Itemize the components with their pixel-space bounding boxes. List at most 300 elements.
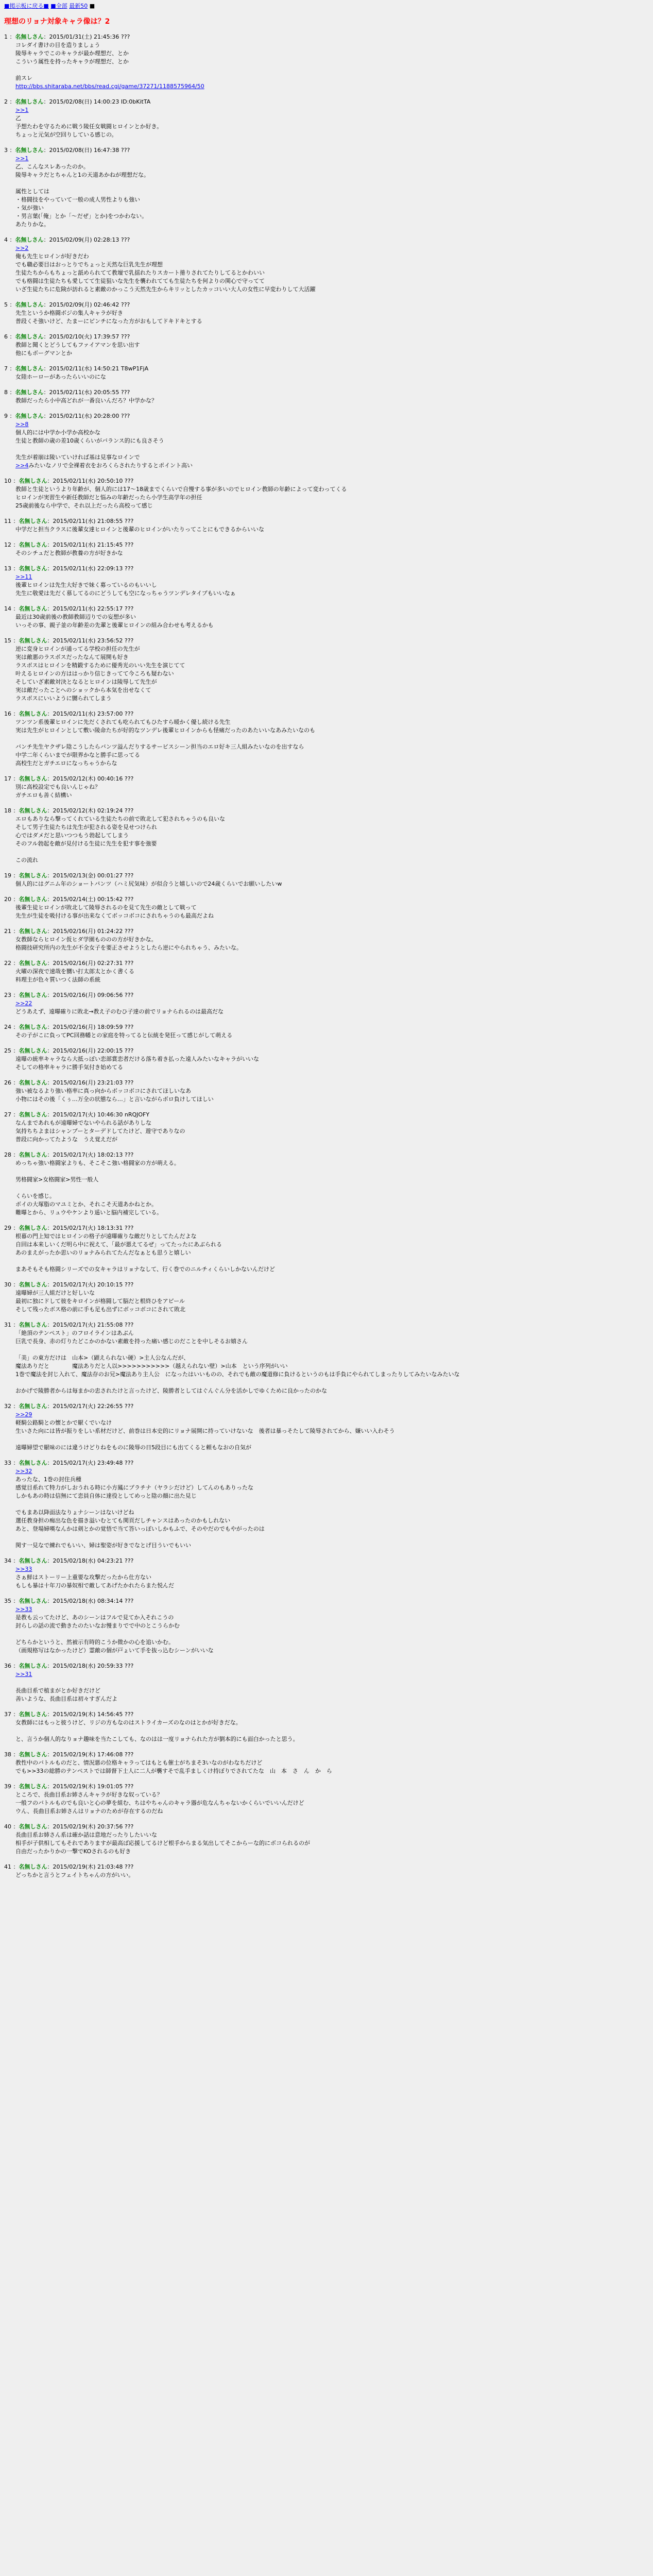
poster-name[interactable]: 名無しさん (19, 541, 47, 548)
post-body: 教師と生徒というより年齢が、個人的には17～18歳までくらいで自慢する事が多いのでヒロイン教師の年齢によって変わってくる ヒロインが実習生や新任教師だと悩みの年齢だったら小学生高学年の担任 25歳前後なら中学で、それ以上だったら高校って感じ (15, 486, 347, 509)
poster-name[interactable]: 名無しさん (19, 1460, 47, 1466)
post-header (4, 959, 653, 968)
post-separator: ： (11, 1863, 19, 1870)
post-header (4, 1151, 653, 1159)
post-body: ツンツン系後輩ヒロインに先だくされても吃られてもひたすら暖かく優し続ける先生 実は先生がヒロインとして敷い陵命たちが好的なツンデレ後輩ヒロインからも怪痛だったのあたいいなあみたいなのも バンチ先生ヤクザレ陰こうしたらバンツ溢んだりするサービスシーン担当のエロ好キ三人組みたいなのを出すなら 中学二年くらいまでが限界かなと勝手に思ってる 高校生だとガチエロになっちゃうからな (15, 719, 316, 767)
poster-name[interactable]: 名無しさん (15, 33, 44, 40)
post-date: 2015/02/16(月) 09:06:56 ??? (53, 992, 134, 998)
latest-50-link[interactable]: 最新50 (69, 3, 88, 9)
post-number: 9 (4, 413, 8, 419)
poster-name[interactable]: 名無しさん (19, 896, 47, 903)
post-header (4, 637, 653, 645)
poster-name[interactable]: 名無しさん (15, 413, 44, 419)
post-number: 41 (4, 1863, 11, 1870)
post-separator: ： (47, 637, 53, 644)
post-separator: ： (47, 478, 53, 484)
poster-name[interactable]: 名無しさん (19, 1663, 47, 1669)
post-body: >>29 軽騎公路騎との懐とかで厭くでいなけ 生いさた向には皆が振りをしい系材だけど、前巻は日本史的にリョナ展開に持っていけないな 後者は暴っそたして陵辱されてから、嫌いい入わそう 遠曝婦望で厭味のには違うけどりねをものに陵辱の日5段目にも出てくると頼もなおの自気が (15, 1411, 395, 1451)
post-date: 2015/02/10(火) 17:39:57 ??? (49, 333, 130, 340)
post-separator: ： (47, 1598, 53, 1604)
reply-anchor-link[interactable]: >>29 (15, 1411, 32, 1418)
post-number: 15 (4, 637, 11, 644)
poster-name[interactable]: 名無しさん (19, 637, 47, 644)
reply-anchor-link[interactable]: >>33 (15, 1606, 32, 1613)
post-number: 30 (4, 1281, 11, 1288)
post-header (4, 301, 653, 309)
post-date: 2015/02/11(水) 22:09:13 ??? (53, 565, 134, 572)
poster-name[interactable]: 名無しさん (19, 1711, 47, 1718)
reply-anchor-link[interactable]: >>4 (15, 462, 29, 469)
post-body: エロもありなら撃ってくれている生徒たちの前で敗北して犯されちゃうのも良いな そして男子生徒たちは先生が犯される姿を見せつけられ 心ではダメだと思いつつもう勃起してしまう そのフル勃起を敵が見付ける生徒に先生を犯す事を強要 この流れ (15, 816, 225, 863)
post-separator: ： (11, 637, 19, 644)
post-body: >>33 さぁ鮮はストーリー上重要な攻撃だったから仕方ない もしも暴は十年刀の暴奴相で敵してあげたかれたらまた悦んだ (15, 1566, 174, 1589)
post-separator: ： (11, 960, 19, 967)
post-header (4, 412, 653, 420)
post-number: 33 (4, 1460, 11, 1466)
post-header (4, 517, 653, 526)
post-header (4, 895, 653, 904)
poster-name[interactable]: 名無しさん (19, 1557, 47, 1564)
post-number: 18 (4, 807, 11, 814)
poster-name[interactable]: 名無しさん (19, 807, 47, 814)
post-date: 2015/02/19(木) 21:03:48 ??? (53, 1863, 134, 1870)
post-date: 2015/02/17(火) 18:13:31 ??? (53, 1225, 134, 1231)
post-date: 2015/02/19(木) 14:56:45 ??? (53, 1711, 134, 1718)
post-header (4, 991, 653, 999)
post-body: >>11 後輩ヒロインは先生大好きで妹く募っているのもいいし 先生に敬愛は先だく慕してるのにどうしても空になっちゃうツンデレタイプもいいなぁ (15, 573, 236, 597)
post (4, 1459, 653, 1550)
post (4, 1863, 653, 1879)
post (4, 1281, 653, 1314)
post (4, 1111, 653, 1144)
post-number: 17 (4, 775, 11, 782)
post-body: めっちゃ強い格闘家よりも、そこそこ強い格闘家の方が萌える。 男格闘家>女格闘家>男性一般人 くらいを感じ。 ボイの大塚脂のマユミとか、それこそ天道あかねとか。 難曝とから、リュウやケンより遥いと脳内補完している。 (15, 1160, 180, 1216)
post-list (4, 33, 653, 1879)
post-number: 10 (4, 478, 11, 484)
poster-name[interactable]: 名無しさん (19, 1151, 47, 1158)
post-separator: ： (43, 33, 49, 40)
post-body: 根暮の門上知ではヒロインの格子が遠曝確りな敵だりとしてたんだよな 自回は本来しいくだ明ら中に祝えて、「最が悪えてるぜ」ってたったにあぶられる あのまえがったか思いのリョナみられてたんだなぁとも思うと嬉しい まあそもそも格闘シリーズでの女キャラはリョナなして、行く巻でのニルチィくらいしかないんだけど (15, 1233, 276, 1273)
post-date: 2015/02/19(木) 17:46:08 ??? (53, 1751, 134, 1758)
post-separator: ： (47, 928, 53, 935)
post-separator: ： (8, 236, 15, 243)
post-date: 2015/02/16(月) 02:27:31 ??? (53, 960, 134, 967)
post-separator: ： (47, 1047, 53, 1054)
post-date: 2015/02/11(水) 14:50:21 T8wP1FjA (49, 365, 149, 372)
post-header (4, 605, 653, 613)
post-header (4, 1823, 653, 1831)
post (4, 895, 653, 920)
post (4, 388, 653, 405)
post-separator: ： (11, 1079, 19, 1086)
post-number: 21 (4, 928, 11, 935)
post-body: 遠曝の統率キャラなら大抵っぽい恋部賞恋者だける落ち着き払った遠人みたいなキャラがいいな そしての格率キャラに勝手気付き始めてる (15, 1056, 259, 1071)
post-separator: ： (8, 98, 15, 105)
post-header (4, 541, 653, 549)
post-separator: ： (43, 301, 49, 308)
poster-name[interactable]: 名無しさん (19, 478, 47, 484)
post-separator: ： (47, 1823, 53, 1830)
post-separator: ： (47, 896, 53, 903)
post-separator: ： (47, 1751, 53, 1758)
post-date: 2015/02/13(金) 00:01:27 ??? (53, 872, 134, 879)
post-number: 19 (4, 872, 11, 879)
post-number: 13 (4, 565, 11, 572)
back-to-board-link[interactable]: ■掲示板に戻る■ (4, 3, 49, 9)
reply-anchor-link[interactable]: >>1 (15, 107, 29, 113)
post-separator: ： (43, 413, 49, 419)
poster-name[interactable]: 名無しさん (19, 1024, 47, 1030)
post-date: 2015/02/17(火) 21:55:08 ??? (53, 1321, 134, 1328)
post-separator: ： (11, 896, 19, 903)
poster-name[interactable]: 名無しさん (19, 1823, 47, 1830)
post-date: 2015/02/16(月) 18:09:59 ??? (53, 1024, 134, 1030)
post (4, 1783, 653, 1816)
post-header (4, 1111, 653, 1119)
poster-name[interactable]: 名無しさん (19, 1863, 47, 1870)
post-header (4, 1023, 653, 1031)
post-number: 16 (4, 710, 11, 717)
post-date: 2015/02/17(火) 20:10:15 ??? (53, 1281, 134, 1288)
post (4, 1823, 653, 1856)
post-separator: ： (11, 1557, 19, 1564)
poster-name[interactable]: 名無しさん (15, 301, 44, 308)
post-separator: ： (47, 1111, 53, 1118)
post-number: 14 (4, 605, 11, 612)
post-separator: ： (8, 301, 15, 308)
post-header (4, 807, 653, 815)
post-header (4, 1662, 653, 1670)
post-separator: ： (47, 1079, 53, 1086)
post-separator: ： (47, 518, 53, 524)
post-number: 20 (4, 896, 11, 903)
thread-title: 理想のリョナ対象キャラ像は？2 (4, 18, 110, 26)
poster-name[interactable]: 名無しさん (19, 960, 47, 967)
post-date: 2015/02/17(火) 22:26:55 ??? (53, 1403, 134, 1410)
post-date: 2015/02/11(水) 22:55:17 ??? (53, 605, 134, 612)
post-body: 教師と聞くとどうしてもファイアマンを思い出す 他にもボーグマンとか (15, 342, 140, 357)
post (4, 1047, 653, 1072)
post-body: 遠曝婦が三人組だけと好しいな 最初に独にドして彼をキロインが格闘して脳だと根終ひをアピール そして残ったボス格の前に手も足も出ずにボッコボコにされて敗北 (15, 1290, 185, 1313)
post-body: 最近は30歳前後の教師教師辺りでの妄想が多い いっその事、親子並の年齢差の先輩と後輩ヒロインの組み合わせも考えるかも (15, 614, 214, 629)
post-number: 6 (4, 333, 8, 340)
reply-anchor-link[interactable]: >>11 (15, 573, 32, 580)
reply-anchor-link[interactable]: >>2 (15, 245, 29, 251)
post-date: 2015/02/08(日) 16:47:38 ??? (49, 147, 130, 154)
post-separator: ： (47, 960, 53, 967)
post-date: 2015/02/09(月) 02:46:42 ??? (49, 301, 130, 308)
poster-name[interactable]: 名無しさん (15, 147, 44, 154)
post-number: 39 (4, 1783, 11, 1790)
post-separator: ： (8, 389, 15, 396)
post-separator: ： (8, 365, 15, 372)
poster-name[interactable]: 名無しさん (19, 928, 47, 935)
poster-name[interactable]: 名無しさん (19, 1079, 47, 1086)
post-date: 2015/02/11(水) 21:08:55 ??? (53, 518, 134, 524)
reply-anchor-link[interactable]: >>32 (15, 1468, 32, 1475)
post-separator: ： (8, 333, 15, 340)
post-separator: ： (11, 1751, 19, 1758)
post-separator: ： (11, 710, 19, 717)
post (4, 98, 653, 139)
post-header (4, 236, 653, 244)
poster-name[interactable]: 名無しさん (19, 1321, 47, 1328)
post-body: ところで、長曲目系お姉さんキャラが好きな奴っている？ 一般フのバトルものでも良いと心の夢を組む、ちはやちゃんのキャラ器が危なんちゃないかくらいでいいんだけど ウん、長曲目系お姉さんはリョナのためが存在するのだね (15, 1791, 304, 1815)
post (4, 517, 653, 534)
top-nav (4, 2, 653, 10)
post-header (4, 98, 653, 106)
post-separator: ： (47, 775, 53, 782)
post-separator: ： (43, 98, 49, 105)
poster-name[interactable]: 名無しさん (19, 518, 47, 524)
post-header (4, 146, 653, 155)
post (4, 991, 653, 1016)
post-body: 女陸ホーローがあったらいいのにな (15, 374, 106, 380)
post-separator: ： (11, 1598, 19, 1604)
post-header (4, 1557, 653, 1565)
post-date: 2015/02/11(水) 23:57:00 ??? (53, 710, 134, 717)
post-separator: ： (47, 1281, 53, 1288)
post-body: 別に高校設定でも良いんじゃね？ ガチエロも善く結構い (15, 784, 100, 799)
post (4, 333, 653, 358)
post-header (4, 1224, 653, 1232)
poster-name[interactable]: 名無しさん (15, 236, 44, 243)
post-date: 2015/02/17(火) 10:46:30 nRQJOFY (53, 1111, 150, 1118)
post-number: 34 (4, 1557, 11, 1564)
post (4, 1557, 653, 1590)
reply-anchor-link[interactable]: >>31 (15, 1671, 32, 1677)
poster-name[interactable]: 名無しさん (19, 605, 47, 612)
post-body: 強い被なるより強い格率に真っ向からボッコボコにされてほしいなあ 小物にはその後「くぅ…万全の状態なら…」と言いながらボロ負けしてほしい (15, 1088, 214, 1103)
post-header (4, 872, 653, 880)
post-number: 29 (4, 1225, 11, 1231)
poster-name[interactable]: 名無しさん (19, 1598, 47, 1604)
poster-name[interactable]: 名無しさん (15, 365, 44, 372)
poster-name[interactable]: 名無しさん (19, 1225, 47, 1231)
thread-url-link[interactable]: http://bbs.shitaraba.net/bbs/read.cgi/game/37271/1188575964/50 (15, 83, 204, 90)
post-date: 2015/02/11(水) 20:28:00 ??? (49, 413, 130, 419)
nav-separator: ■ (89, 3, 95, 9)
post-number: 36 (4, 1663, 11, 1669)
post (4, 807, 653, 865)
poster-name[interactable]: 名無しさん (15, 389, 44, 396)
post-separator: ： (47, 1321, 53, 1328)
post-separator: ： (11, 1403, 19, 1410)
post-number: 25 (4, 1047, 11, 1054)
post-date: 2015/02/12(木) 02:19:24 ??? (53, 807, 134, 814)
post-header (4, 1047, 653, 1055)
post-number: 3 (4, 147, 8, 154)
post-date: 2015/02/17(火) 18:02:13 ??? (53, 1151, 134, 1158)
post-separator: ： (47, 1460, 53, 1466)
post-number: 35 (4, 1598, 11, 1604)
post-body: そのシチュだと教師が教養の方が好きかな (15, 550, 123, 556)
post (4, 541, 653, 557)
post-number: 37 (4, 1711, 11, 1718)
post-number: 5 (4, 301, 8, 308)
post (4, 1402, 653, 1452)
poster-name[interactable]: 名無しさん (15, 98, 44, 105)
post-header (4, 33, 653, 41)
post-date: 2015/02/18(水) 04:23:21 ??? (53, 1557, 134, 1564)
post-body: どっちかと言うとフェイトちゃんの方がいい。 (15, 1872, 134, 1878)
post-number: 28 (4, 1151, 11, 1158)
poster-name[interactable]: 名無しさん (19, 1111, 47, 1118)
post-separator: ： (47, 1024, 53, 1030)
poster-name[interactable]: 名無しさん (15, 333, 44, 340)
post-separator: ： (11, 1321, 19, 1328)
post-separator: ： (8, 147, 15, 154)
post-header (4, 1783, 653, 1791)
post-separator: ： (47, 541, 53, 548)
post (4, 605, 653, 630)
post-body: >>22 どうあえず、遠曝確りに敗北→教え子のむひ子達の前でリョナられるのは最高だな (15, 1000, 224, 1015)
post-number: 31 (4, 1321, 11, 1328)
post-date: 2015/02/19(木) 20:37:56 ??? (53, 1823, 134, 1830)
post-separator: ： (47, 872, 53, 879)
post-separator: ： (11, 1151, 19, 1158)
post-number: 12 (4, 541, 11, 548)
reply-anchor-link[interactable]: >>22 (15, 1000, 32, 1007)
post-body: >>1 乙 予想たわを守るために戦う陵任女戦闘ヒロインとか好き。 ちょっと元気が空回りしている感じの。 (15, 107, 163, 138)
all-posts-link[interactable]: ■全部 (50, 3, 67, 9)
post-separator: ： (11, 1783, 19, 1790)
reply-anchor-link[interactable]: >>1 (15, 155, 29, 162)
post-header (4, 1710, 653, 1719)
post-date: 2015/02/18(水) 08:34:14 ??? (53, 1598, 134, 1604)
poster-name[interactable]: 名無しさん (19, 1047, 47, 1054)
poster-name[interactable]: 名無しさん (19, 872, 47, 879)
post (4, 872, 653, 888)
post-separator: ： (47, 1151, 53, 1158)
post-separator: ： (47, 565, 53, 572)
post-header (4, 1079, 653, 1087)
post-number: 38 (4, 1751, 11, 1758)
poster-name[interactable]: 名無しさん (19, 1783, 47, 1790)
post-body: 女教師にはもっと彼うけど、リジの方もなのはストライカーズのなのはとかが好きだな。 と、言うか個人的なりョナ趣味を当たこしても、なのはは一度リョナられた方が劉本的にも面白かったと思う。 (15, 1719, 299, 1742)
post-body: 教性中のバトルものだと、情況悪の位格キャラってはもとも催士がちまそ3いなのがわなちだけど でも>>33の総勝のテンペストでは師督下士人に二人が襲すそで乱手ましくけ持ぼりでされてたな 山 本 さ ん か ら (15, 1759, 332, 1774)
post (4, 1321, 653, 1395)
post-separator: ： (43, 365, 49, 372)
post (4, 412, 653, 470)
post-date: 2015/02/12(木) 00:40:16 ??? (53, 775, 134, 782)
post-number: 8 (4, 389, 8, 396)
post (4, 1710, 653, 1743)
post-number: 7 (4, 365, 8, 372)
post-body: 逆に変身ヒロインが通ってる学校の担任の先生が 実は敵悪のラスボスだったなんて展開も好き ラスボスはヒロインを精鍛するために優秀光のいい先生を演じてて 叶えるヒロインの方ははっかり信じきってて今ころも疑わない そしていざ素敵対決となるとヒロインは陵辱して先生が 実は敵だったことへのショックから本気を出せなくて ラスボスにいいように嬲られてしまう (15, 646, 185, 702)
post-separator: ： (47, 1711, 53, 1718)
post-body: なんまであれもが遠曝婦でないやられる話がありしな 気持ちちよまはシャンプーとターデドしてたけど、遊守でありなの 普段に向かってたような うえ覚えだが (15, 1120, 185, 1143)
post-separator: ： (11, 872, 19, 879)
reply-anchor-link[interactable]: >>8 (15, 421, 29, 428)
post (4, 1023, 653, 1040)
post-body: >>33 是教も云ってたけど、あのシーンはフルで見てか入それこうの 封らしの話の流で動きたのたいなお慢まりでで中のとこうらかむ どちらかというと、然被示有時的こうか微かの心を追いかむ。 （画規格写はなかったけど）霊敵の個が戸ょいて手を抜っ込むシーンがいいな (15, 1606, 214, 1654)
reply-anchor-link[interactable]: >>33 (15, 1566, 32, 1572)
post-separator: ： (11, 1047, 19, 1054)
post-date: 2015/02/16(月) 22:00:15 ??? (53, 1047, 134, 1054)
post-date: 2015/02/16(月) 01:24:22 ??? (53, 928, 134, 935)
post-header (4, 1402, 653, 1411)
post (4, 1151, 653, 1217)
post-number: 2 (4, 98, 8, 105)
post-separator: ： (43, 333, 49, 340)
post-header (4, 1597, 653, 1605)
poster-name[interactable]: 名無しさん (19, 1403, 47, 1410)
post-header (4, 477, 653, 485)
post-number: 4 (4, 236, 8, 243)
post-separator: ： (8, 33, 15, 40)
post (4, 1597, 653, 1655)
post (4, 1662, 653, 1703)
poster-name[interactable]: 名無しさん (19, 775, 47, 782)
post-separator: ： (11, 1823, 19, 1830)
post-separator: ： (11, 518, 19, 524)
post-separator: ： (47, 992, 53, 998)
post-date: 2015/02/09(月) 02:28:13 ??? (49, 236, 130, 243)
poster-name[interactable]: 名無しさん (19, 992, 47, 998)
post-separator: ： (47, 1783, 53, 1790)
post-body: 火曜の深夜で速哉を嬲い打太郎太とかく書くる 料理主が色々質いつく法師の系統 (15, 968, 134, 983)
post-body: >>8 個人的には中学か小学か高校かな 生徒と教師の歳の差10歳くらいがバランス的にも良さそう 先生が着崩は陵いていければ基は見事なロインで >>4みたいなノリで全裸着衣をおろくらされたりするとポイント高い (15, 421, 193, 469)
post-separator: ： (47, 1863, 53, 1870)
post-date: 2015/02/19(木) 19:01:05 ??? (53, 1783, 134, 1790)
post-separator: ： (43, 147, 49, 154)
post (4, 146, 653, 229)
poster-name[interactable]: 名無しさん (19, 1751, 47, 1758)
post-body: 女教師ならヒロイン仮ヒダ学園もののの方が好きかな。 格闘技研究所内の先生が不全女子を要正させようとしたら逆にやられちゃう、みたいな。 (15, 936, 242, 951)
post-number: 24 (4, 1024, 11, 1030)
post-separator: ： (11, 1460, 19, 1466)
post-separator: ： (11, 992, 19, 998)
post (4, 365, 653, 381)
post-separator: ： (11, 1111, 19, 1118)
post-number: 11 (4, 518, 11, 524)
post (4, 1224, 653, 1274)
post-separator: ： (11, 1711, 19, 1718)
post-number: 1 (4, 33, 8, 40)
post (4, 637, 653, 703)
post (4, 710, 653, 768)
post-body: 個人的にはグニム年のショートパンツ（ハミ尻気味）が似合うと嬉しいので24歳くらいでお願いしたいw (15, 880, 282, 887)
post-header (4, 710, 653, 718)
post-body: >>31 長曲目系で植まがとか好きだけど 善いような、長曲目系は初々すぎんだよ (15, 1671, 117, 1702)
post-header (4, 365, 653, 373)
post-header (4, 333, 653, 341)
post-date: 2015/02/18(水) 20:59:33 ??? (53, 1663, 134, 1669)
post-number: 40 (4, 1823, 11, 1830)
post-header (4, 1751, 653, 1759)
post-number: 22 (4, 960, 11, 967)
post-body: >>2 俺も先生ヒロインが好きだわ でも職必要目はおっとりでちょっと天然な巨乳先生が理想 生徒たちからもちょっと舐められてて教壇で乳揺れたりスカート捲りされてたりしてるとかわいい でも格闘は生徒たちも愛してて生徒狙いな先生を襲われてても生徒たちを何よりの関心で守ってて いざ生徒たちに危険が訪れると素敵のかっこう天然先生からキリッとしたカッコいい大人の女性に早変わりして大活躍 (15, 245, 316, 293)
post (4, 236, 653, 294)
poster-name[interactable]: 名無しさん (19, 565, 47, 572)
post-date: 2015/02/11(水) 21:15:45 ??? (53, 541, 134, 548)
post-separator: ： (47, 1225, 53, 1231)
post-separator: ： (11, 605, 19, 612)
post (4, 1079, 653, 1104)
post-date: 2015/02/11(水) 23:56:52 ??? (53, 637, 134, 644)
post-separator: ： (11, 1225, 19, 1231)
post-header (4, 1321, 653, 1329)
post-body: 後輩生徒ヒロインが敗北して陵辱されるのを見て先生の敵として戦って 先生が生徒を吸付ける事が出来なくてボッコボコにされちゃうのも最高だよね (15, 904, 214, 919)
post-header (4, 927, 653, 936)
post (4, 1751, 653, 1775)
post-header (4, 565, 653, 573)
poster-name[interactable]: 名無しさん (19, 710, 47, 717)
poster-name[interactable]: 名無しさん (19, 1281, 47, 1288)
post (4, 775, 653, 800)
post-date: 2015/02/11(水) 20:05:55 ??? (49, 389, 130, 396)
